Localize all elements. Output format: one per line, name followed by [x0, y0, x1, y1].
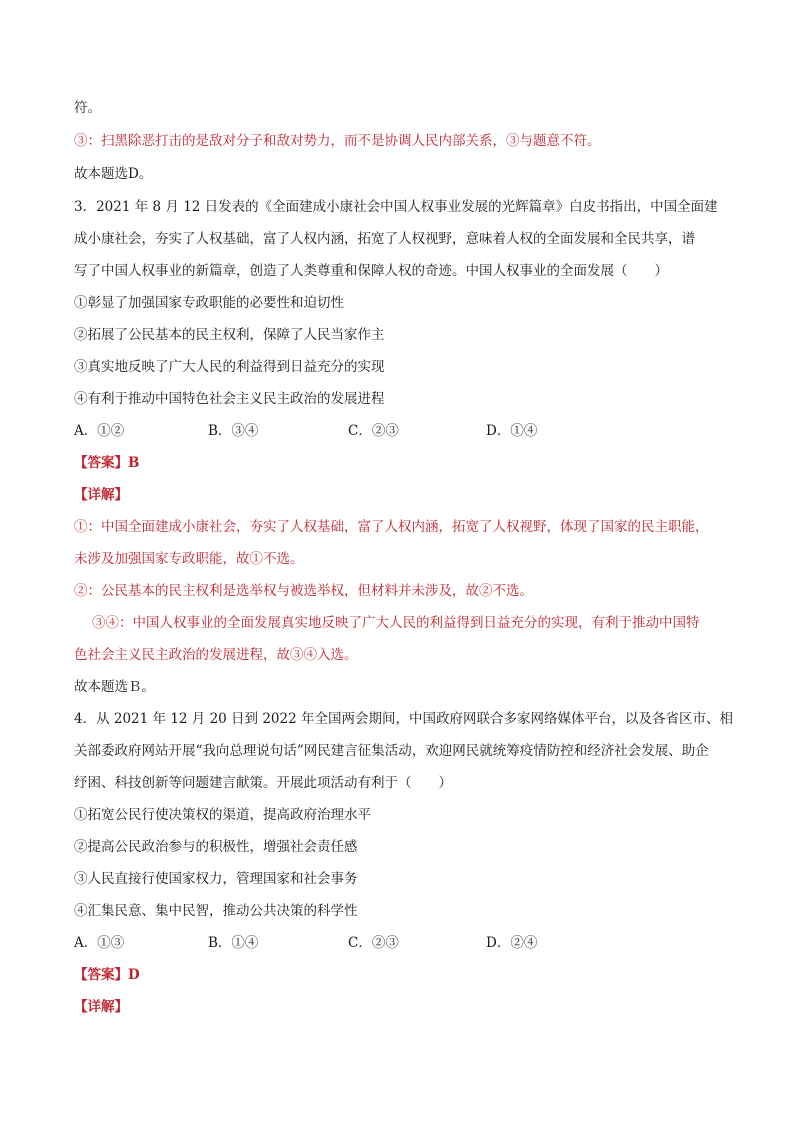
explanation-line: ②：公民基本的民主权利是选举权与被选举权，但材料并未涉及，故②不选。 [74, 583, 533, 599]
option-a: A．①② [74, 423, 125, 439]
question-3-statement: ④有利于推动中国特色社会主义民主政治的发展进程 [74, 391, 385, 407]
question-4-statement: ①拓宽公民行使决策权的渠道，提高政府治理水平 [74, 807, 371, 823]
option-b: B．①④ [208, 935, 259, 951]
option-d: D．②④ [486, 935, 538, 951]
explanation-label: 【详解】 [74, 999, 128, 1015]
question-4-options [74, 933, 734, 953]
question-4-statement: ②提高公民政治参与的积极性，增强社会责任感 [74, 839, 358, 855]
question-3-stem: 成小康社会，夯实了人权基础，富了人权内涵，拓宽了人权视野，意味着人权的全面发展和全民共享，谱 [74, 231, 695, 247]
question-3-options [74, 421, 734, 441]
question-3-stem: 3．2021 年 8 月 12 日发表的《全面建成小康社会中国人权事业发展的光辉篇章》白皮书指出，中国全面建 [74, 199, 718, 215]
explanation-line: 色社会主义民主政治的发展进程，故③④入选。 [74, 647, 358, 663]
option-d: D．①④ [486, 423, 538, 439]
option-c: C．②③ [348, 423, 399, 439]
question-4-stem: 纾困、科技创新等问题建言献策。开展此项活动有利于（ ） [74, 775, 452, 791]
answer-label: 【答案】B [74, 455, 140, 471]
text-line: 故本题选Ｂ。 [74, 679, 155, 695]
explanation-label: 【详解】 [74, 487, 128, 503]
question-3-statement: ②拓展了公民基本的民主权利，保障了人民当家作主 [74, 327, 385, 343]
explanation-line: ③：扫黑除恶打击的是敌对分子和敌对势力，而不是协调人民内部关系，③与题意不符。 [74, 133, 601, 149]
explanation-line: 未涉及加强国家专政职能，故①不选。 [74, 551, 304, 567]
question-3-statement: ③真实地反映了广大人民的利益得到日益充分的实现 [74, 359, 385, 375]
text-line: 符。 [74, 100, 101, 116]
question-3-statement: ①彰显了加强国家专政职能的必要性和迫切性 [74, 295, 344, 311]
question-4-statement: ④汇集民意、集中民智，推动公共决策的科学性 [74, 903, 358, 919]
option-c: C．②③ [348, 935, 399, 951]
explanation-line: ③④：中国人权事业的全面发展真实地反映了广大人民的利益得到日益充分的实现，有利于推动中国特 [92, 615, 700, 631]
option-b: B．③④ [208, 423, 259, 439]
question-4-stem: 4．从 2021 年 12 月 20 日到 2022 年全国两会期间，中国政府网联合多家网络媒体平台，以及各省区市、相 [74, 711, 733, 727]
question-4-statement: ③人民直接行使国家权力，管理国家和社会事务 [74, 871, 358, 887]
option-a: A．①③ [74, 935, 125, 951]
answer-label: 【答案】D [74, 967, 140, 983]
explanation-line: ①：中国全面建成小康社会，夯实了人权基础，富了人权内涵，拓宽了人权视野，体现了国家的民主职能， [74, 519, 709, 535]
text-line: 故本题选D。 [74, 166, 153, 182]
question-3-stem: 写了中国人权事业的新篇章，创造了人类尊重和保障人权的奇迹。中国人权事业的全面发展（ ） [74, 263, 668, 279]
question-4-stem: 关部委政府网站开展“我向总理说句话”网民建言征集活动，欢迎网民就统筹疫情防控和经济社会发展、助企 [74, 743, 709, 759]
